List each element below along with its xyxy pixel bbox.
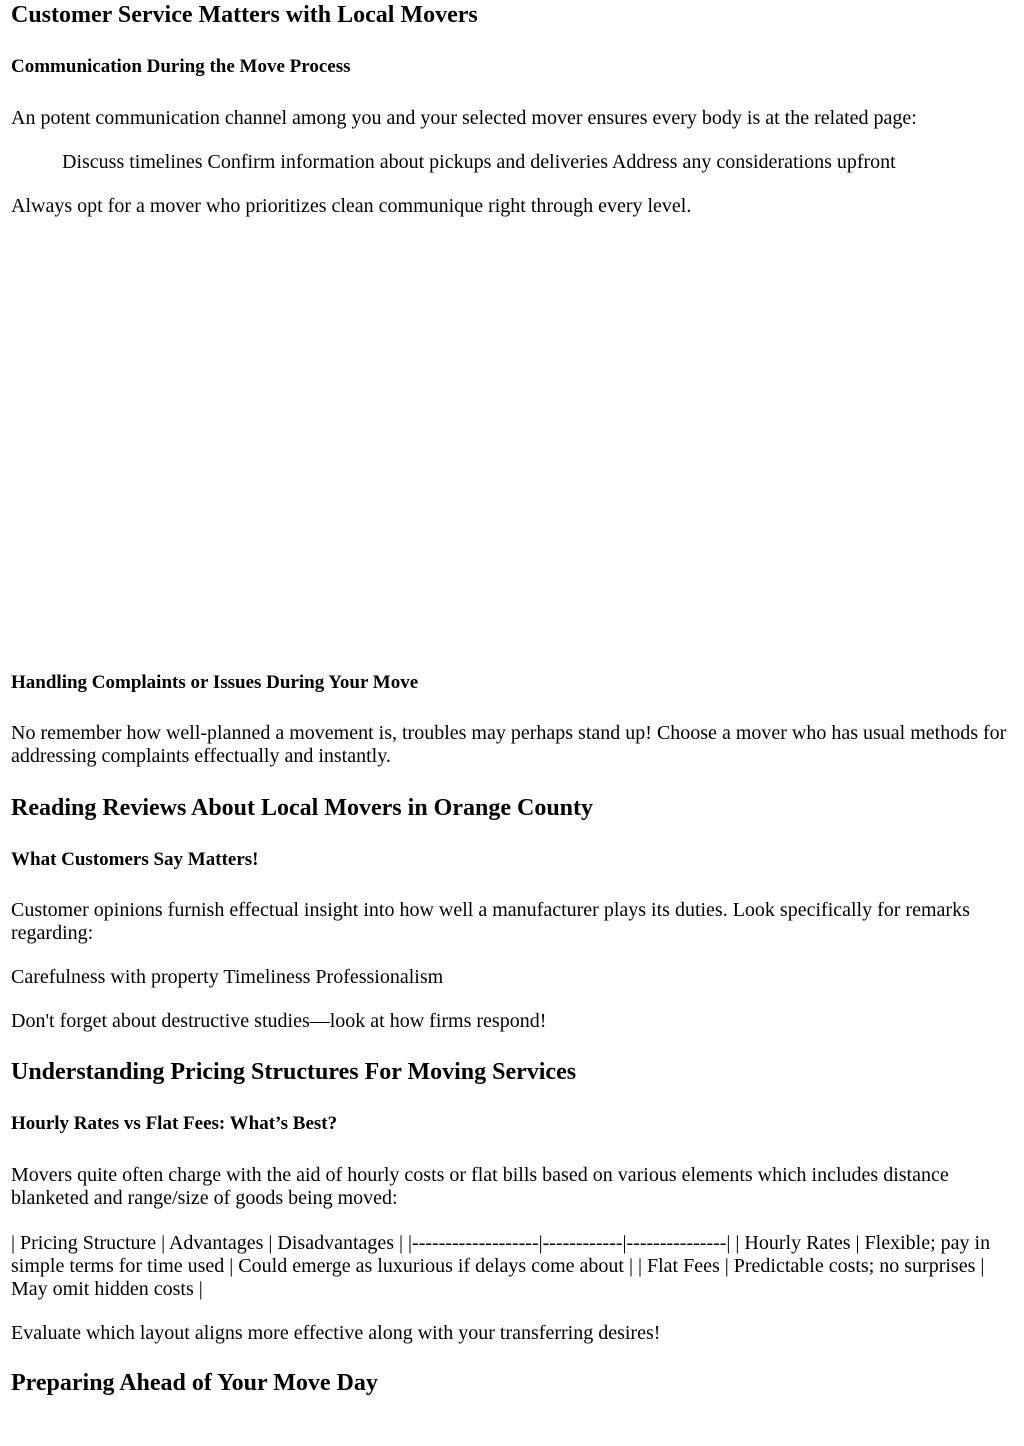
customers-say-list: Carefulness with property Timeliness Professionalism bbox=[11, 966, 444, 988]
communication-list: Discuss timelines Confirm information about pickups and deliveries Address any considerations upfront bbox=[62, 151, 896, 173]
communication-heading: Communication During the Move Process bbox=[11, 56, 351, 77]
pricing-outro: Evaluate which layout aligns more effective along with your transferring desires! bbox=[11, 1322, 661, 1344]
communication-intro: An potent communication channel among you and your selected mover ensures every body is at the related page: bbox=[11, 107, 917, 129]
pricing-table-text: | Pricing Structure | Advantages | Disadvantages | |-------------------|------------|---------------| | Hourly Rates | Flexible; pay in simple terms for time used | Could emerge as luxurious if delays come about | | Flat Fees | Predictable costs; no surprises | May omit hidden costs | bbox=[11, 1232, 991, 1300]
customers-say-outro: Don't forget about destructive studies—look at how firms respond! bbox=[11, 1010, 547, 1032]
complaints-text: No remember how well-planned a movement is, troubles may perhaps stand up! Choose a mover who has usual methods for addressing complaints effectually and instantly. bbox=[11, 722, 1007, 767]
pricing-title: Understanding Pricing Structures For Moving Services bbox=[11, 1059, 577, 1085]
preparing-title: Preparing Ahead of Your Move Day bbox=[11, 1370, 378, 1396]
customer-service-title: Customer Service Matters with Local Movers bbox=[11, 2, 478, 28]
reviews-title: Reading Reviews About Local Movers in Orange County bbox=[11, 795, 593, 821]
hourly-intro: Movers quite often charge with the aid of hourly costs or flat bills based on various elements which includes distance blanketed and range/size of goods being moved: bbox=[11, 1164, 949, 1209]
customers-say-intro: Customer opinions furnish effectual insight into how well a manufacturer plays its duties. Look specifically for remarks regarding: bbox=[11, 899, 970, 944]
complaints-heading: Handling Complaints or Issues During Your Move bbox=[11, 672, 419, 693]
communication-outro: Always opt for a mover who prioritizes clean communique right through every level. bbox=[11, 195, 692, 217]
customers-say-heading: What Customers Say Matters! bbox=[11, 849, 259, 870]
hourly-heading: Hourly Rates vs Flat Fees: What’s Best? bbox=[11, 1113, 338, 1134]
